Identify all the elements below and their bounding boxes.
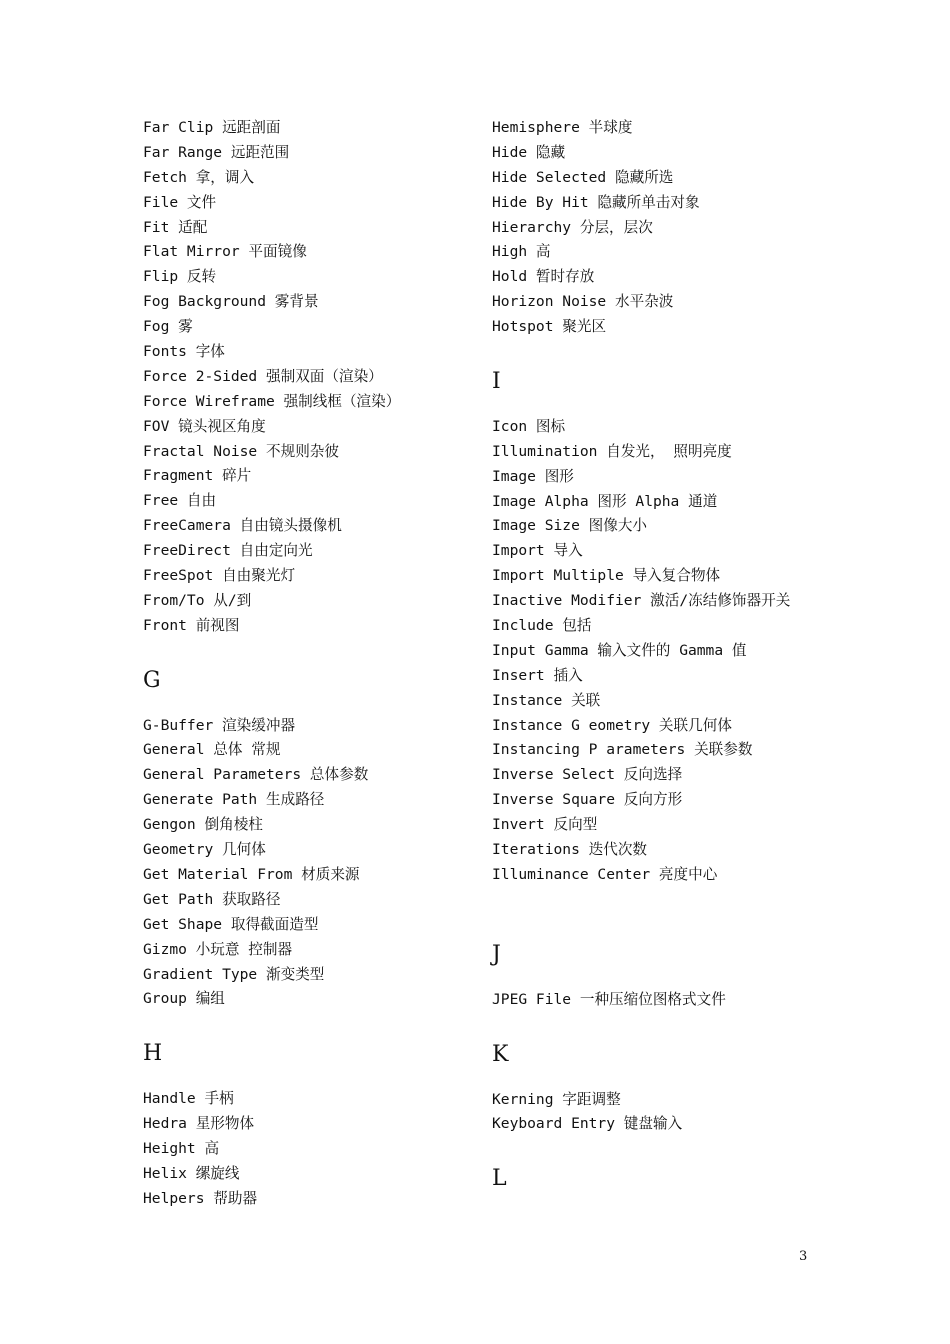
glossary-entry: G-Buffer 渲染缓冲器 — [143, 716, 296, 734]
glossary-entry: Flat Mirror 平面镜像 — [143, 243, 307, 261]
glossary-entry: Iterations 迭代次数 — [492, 841, 648, 859]
glossary-entry: FreeSpot 自由聚光灯 — [143, 567, 296, 585]
glossary-entry: Front 前视图 — [143, 616, 240, 634]
glossary-entry: General Parameters 总体参数 — [143, 766, 369, 784]
right-column — [492, 116, 852, 1212]
glossary-entry: Geometry 几何体 — [143, 841, 266, 859]
glossary-entry: Hold 暂时存放 — [492, 268, 595, 286]
glossary-entry: Hide By Hit 隐藏所单击对象 — [492, 193, 700, 211]
glossary-entry: Hotspot 聚光区 — [492, 318, 607, 336]
glossary-entry: From/To 从/到 — [143, 591, 252, 609]
glossary-entry: Group 编组 — [143, 990, 225, 1008]
glossary-entry: Helpers 帮助器 — [143, 1189, 258, 1207]
glossary-entry: Instancing P arameters 关联参数 — [492, 741, 753, 759]
glossary-entry: Hemisphere 半球度 — [492, 119, 633, 136]
glossary-entry: Hedra 星形物体 — [143, 1115, 255, 1133]
glossary-entry: Invert 反向型 — [492, 816, 598, 834]
glossary-entry: Helix 缧旋线 — [143, 1164, 240, 1182]
glossary-entry: Illuminance Center 亮度中心 — [492, 865, 718, 883]
entry-list-k — [492, 1088, 852, 1138]
glossary-entry: Flip 反转 — [143, 268, 217, 286]
glossary-entry: Hierarchy 分层，层次 — [492, 218, 653, 236]
glossary-entry: Height 高 — [143, 1139, 220, 1157]
glossary-entry: Illumination 自发光， 照明亮度 — [492, 442, 732, 460]
glossary-entry: Inactive Modifier 激活/冻结修饰器开关 — [492, 592, 791, 610]
glossary-entry: Hide Selected 隐藏所选 — [492, 168, 674, 186]
section-heading-j: J — [492, 941, 501, 967]
glossary-entry: Input Gamma 输入文件的 Gamma 值 — [492, 641, 747, 659]
glossary-entry: Image Size 图像大小 — [492, 517, 648, 535]
glossary-entry: JPEG File 一种压缩位图格式文件 — [492, 990, 726, 1008]
left-column — [143, 116, 493, 1212]
section-heading-k: K — [492, 1041, 509, 1067]
glossary-entry: High 高 — [492, 243, 551, 261]
glossary-entry: Far Clip 远距剖面 — [143, 119, 281, 136]
section-heading-i: I — [492, 369, 501, 395]
glossary-entry: Kerning 字距调整 — [492, 1090, 621, 1108]
glossary-entry: Instance G eometry 关联几何体 — [492, 716, 732, 734]
glossary-entry: Fit 适配 — [143, 218, 208, 236]
glossary-entry: Image Alpha 图形 Alpha 通道 — [492, 492, 718, 510]
glossary-entry: Get Shape 取得截面造型 — [143, 915, 319, 933]
glossary-entry: Inverse Square 反向方形 — [492, 791, 683, 809]
glossary-entry: Hide 隐藏 — [492, 143, 566, 161]
glossary-entry: Free 自由 — [143, 492, 217, 510]
glossary-entry: Handle 手柄 — [143, 1090, 234, 1108]
glossary-entry: Force Wireframe 强制线框（渲染） — [143, 392, 401, 410]
glossary-entry: Far Range 远距范围 — [143, 143, 290, 161]
glossary-entry: File 文件 — [143, 193, 217, 211]
glossary-entry: Gengon 倒角棱柱 — [143, 816, 263, 834]
glossary-entry: Inverse Select 反向选择 — [492, 766, 683, 784]
entry-list-j — [492, 988, 852, 1013]
glossary-entry: FOV 镜头视区角度 — [143, 417, 266, 435]
glossary-entry: FreeDirect 自由定向光 — [143, 542, 313, 560]
glossary-entry: Import Multiple 导入复合物体 — [492, 567, 721, 585]
glossary-entry: Image 图形 — [492, 467, 574, 485]
glossary-entry: Fog Background 雾背景 — [143, 293, 319, 311]
section-heading-h: H — [143, 1041, 163, 1067]
glossary-entry: Fog 雾 — [143, 318, 193, 336]
section-heading-l: L — [492, 1166, 507, 1192]
entry-list-i — [492, 415, 852, 888]
glossary-entry: Keyboard Entry 键盘输入 — [492, 1115, 683, 1133]
entry-list-g — [143, 714, 493, 1013]
glossary-entry: Get Path 获取路径 — [143, 890, 281, 908]
glossary-entry: Gizmo 小玩意 控制器 — [143, 940, 293, 958]
glossary-entry: Fragment 碎片 — [143, 467, 252, 485]
glossary-entry: Icon 图标 — [492, 417, 566, 435]
entry-list-h-continued — [492, 116, 852, 340]
glossary-entry: Gradient Type 渐变类型 — [143, 965, 325, 983]
glossary-entry: General 总体 常规 — [143, 741, 281, 759]
glossary-entry: Instance 关联 — [492, 691, 601, 709]
section-heading-g: G — [143, 667, 161, 693]
glossary-entry: Fractal Noise 不规则杂彼 — [143, 442, 339, 460]
glossary-entry: Fetch 拿，调入 — [143, 168, 255, 186]
glossary-entry: Insert 插入 — [492, 666, 583, 684]
glossary-entry: Generate Path 生成路径 — [143, 791, 325, 809]
glossary-entry: Import 导入 — [492, 542, 583, 560]
glossary-entry: Force 2-Sided 强制双面（渲染） — [143, 367, 383, 385]
glossary-entry: Horizon Noise 水平杂波 — [492, 293, 674, 311]
page-number: 3 — [799, 1249, 808, 1264]
glossary-entry: Get Material From 材质来源 — [143, 865, 360, 883]
entry-list-h — [143, 1087, 493, 1211]
glossary-entry: Fonts 字体 — [143, 343, 225, 361]
glossary-entry: FreeCamera 自由镜头摄像机 — [143, 517, 342, 535]
glossary-entry: Include 包括 — [492, 617, 592, 635]
entry-list-f — [143, 116, 493, 639]
